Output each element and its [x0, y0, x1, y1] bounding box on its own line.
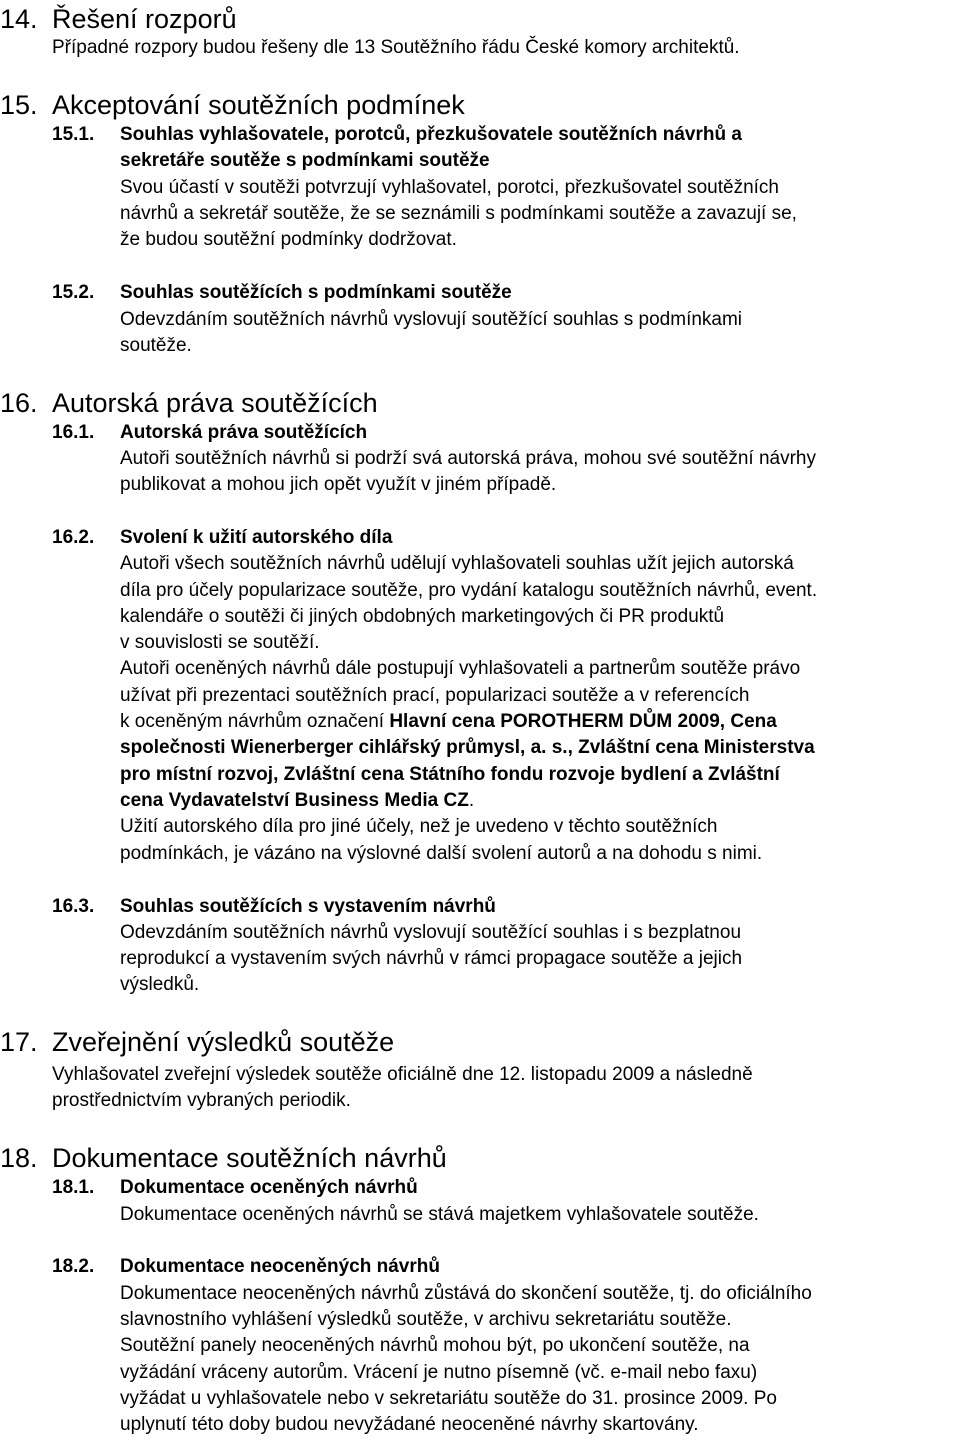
section-18-number: 18. [0, 1143, 38, 1173]
section-16-3-title: Souhlas soutěžících s vystavením návrhů [120, 896, 496, 917]
paragraph-line: Svou účastí v soutěži potvrzují vyhlašovatel, porotci, přezkušovatel soutěžních [120, 177, 779, 198]
paragraph-line: že budou soutěžní podmínky dodržovat. [120, 229, 457, 250]
paragraph-line: Dokumentace neoceněných návrhů zůstává do skončení soutěže, tj. do oficiálního [120, 1283, 812, 1304]
paragraph-line: návrhů a sekretář soutěže, že se seznámili s podmínkami soutěže a zavazují se, [120, 203, 797, 224]
paragraph-line [120, 711, 777, 733]
paragraph-line: Užití autorského díla pro jiné účely, než je uvedeno v těchto soutěžních [120, 816, 718, 837]
paragraph-line [120, 790, 474, 812]
paragraph-line: užívat při prezentaci soutěžních prací, popularizaci soutěže a v referencích [120, 685, 750, 706]
section-15-2-title: Souhlas soutěžících s podmínkami soutěže [120, 282, 512, 303]
section-15-number: 15. [0, 90, 38, 120]
section-15-1-title-line: Souhlas vyhlašovatele, porotců, přezkušovatele soutěžních návrhů a [120, 124, 742, 145]
section-16-title: Autorská práva soutěžících [52, 388, 378, 418]
section-18-title: Dokumentace soutěžních návrhů [52, 1143, 447, 1173]
paragraph-line: Autoři soutěžních návrhů si podrží svá autorská práva, mohou své soutěžní návrhy [120, 448, 816, 469]
award-name-text: společnosti Wienerberger cihlářský průmysl, a. s. [120, 737, 568, 758]
section-14-number: 14. [0, 4, 38, 34]
section-18-1-number: 18.1. [52, 1177, 95, 1198]
paragraph-line: vyžádat u vyhlašovatele nebo v sekretariátu soutěže do 31. prosince 2009. Po [120, 1388, 777, 1409]
paragraph-line: díla pro účely popularizace soutěže, pro vydání katalogu soutěžních návrhů, event. [120, 580, 818, 601]
paragraph-line: reprodukcí a vystavením svých návrhů v rámci propagace soutěže a jejich [120, 948, 743, 969]
paragraph-text: k oceněným návrhům označení [120, 711, 390, 732]
paragraph-line: v souvislosti se soutěží. [120, 632, 320, 653]
section-16-2-number: 16.2. [52, 527, 95, 548]
paragraph-line: Vyhlašovatel zveřejní výsledek soutěže oficiálně dne 12. listopadu 2009 a následně [52, 1064, 753, 1085]
paragraph-line: publikovat a mohou jich opět využít v jiném případě. [120, 474, 557, 495]
section-17-number: 17. [0, 1027, 38, 1057]
paragraph-line: Autoři všech soutěžních návrhů udělují vyhlašovateli souhlas užít jejich autorská [120, 553, 794, 574]
paragraph-line: Dokumentace oceněných návrhů se stává majetkem vyhlašovatele soutěže. [120, 1204, 759, 1225]
paragraph-line: Odevzdáním soutěžních návrhů vyslovují soutěžící souhlas i s bezplatnou [120, 922, 742, 943]
paragraph-line: Soutěžní panely neoceněných návrhů mohou být, po ukončení soutěže, na [120, 1335, 750, 1356]
section-18-2-number: 18.2. [52, 1256, 95, 1277]
award-name-text: pro místní rozvoj, Zvláštní cena Státního fondu rozvoje bydlení a Zvláštní [120, 764, 780, 785]
section-16-3-number: 16.3. [52, 896, 95, 917]
section-15-1-title-line: sekretáře soutěže s podmínkami soutěže [120, 150, 490, 171]
section-16-2-title: Svolení k užití autorského díla [120, 527, 393, 548]
award-name-text: cena Vydavatelství Business Media CZ [120, 790, 469, 811]
paragraph-line: Odevzdáním soutěžních návrhů vyslovují soutěžící souhlas s podmínkami [120, 309, 743, 330]
paragraph-line: kalendáře o soutěži či jiných obdobných marketingových či PR produktů [120, 606, 725, 627]
award-name-text: Hlavní cena POROTHERM DŮM 2009, Cena [389, 711, 777, 732]
paragraph-line: prostřednictvím vybraných periodik. [52, 1090, 351, 1111]
paragraph-line: uplynutí této doby budou nevyžádané neoceněné návrhy skartovány. [120, 1414, 699, 1435]
paragraph-line: výsledků. [120, 974, 200, 995]
section-16-1-title: Autorská práva soutěžících [120, 422, 368, 443]
section-18-1-title: Dokumentace oceněných návrhů [120, 1177, 418, 1198]
section-17-title: Zveřejnění výsledků soutěže [52, 1027, 395, 1057]
paragraph-text: . [468, 790, 475, 811]
section-15-title: Akceptování soutěžních podmínek [52, 90, 465, 120]
paragraph-line: soutěže. [120, 335, 192, 356]
section-16-number: 16. [0, 388, 38, 418]
award-name-text: , Zvláštní cena Ministerstva [567, 737, 815, 758]
paragraph-line: podmínkách, je vázáno na výslovné další svolení autorů a na dohodu s nimi. [120, 843, 763, 864]
section-16-1-number: 16.1. [52, 422, 95, 443]
paragraph-line [120, 737, 815, 759]
section-14-title: Řešení rozporů [52, 4, 237, 34]
section-15-2-number: 15.2. [52, 282, 95, 303]
section-15-1-number: 15.1. [52, 124, 95, 145]
paragraph-line: slavnostního vyhlášení výsledků soutěže, v archivu sekretariátu soutěže. [120, 1309, 732, 1330]
paragraph-line: vyžádání vráceny autorům. Vrácení je nutno písemně (vč. e-mail nebo faxu) [120, 1362, 758, 1383]
paragraph-line: Autoři oceněných návrhů dále postupují vyhlašovateli a partnerům soutěže právo [120, 658, 801, 679]
section-18-2-title: Dokumentace neoceněných návrhů [120, 1256, 440, 1277]
section-14-text: Případné rozpory budou řešeny dle 13 Soutěžního řádu České komory architektů. [52, 37, 740, 58]
